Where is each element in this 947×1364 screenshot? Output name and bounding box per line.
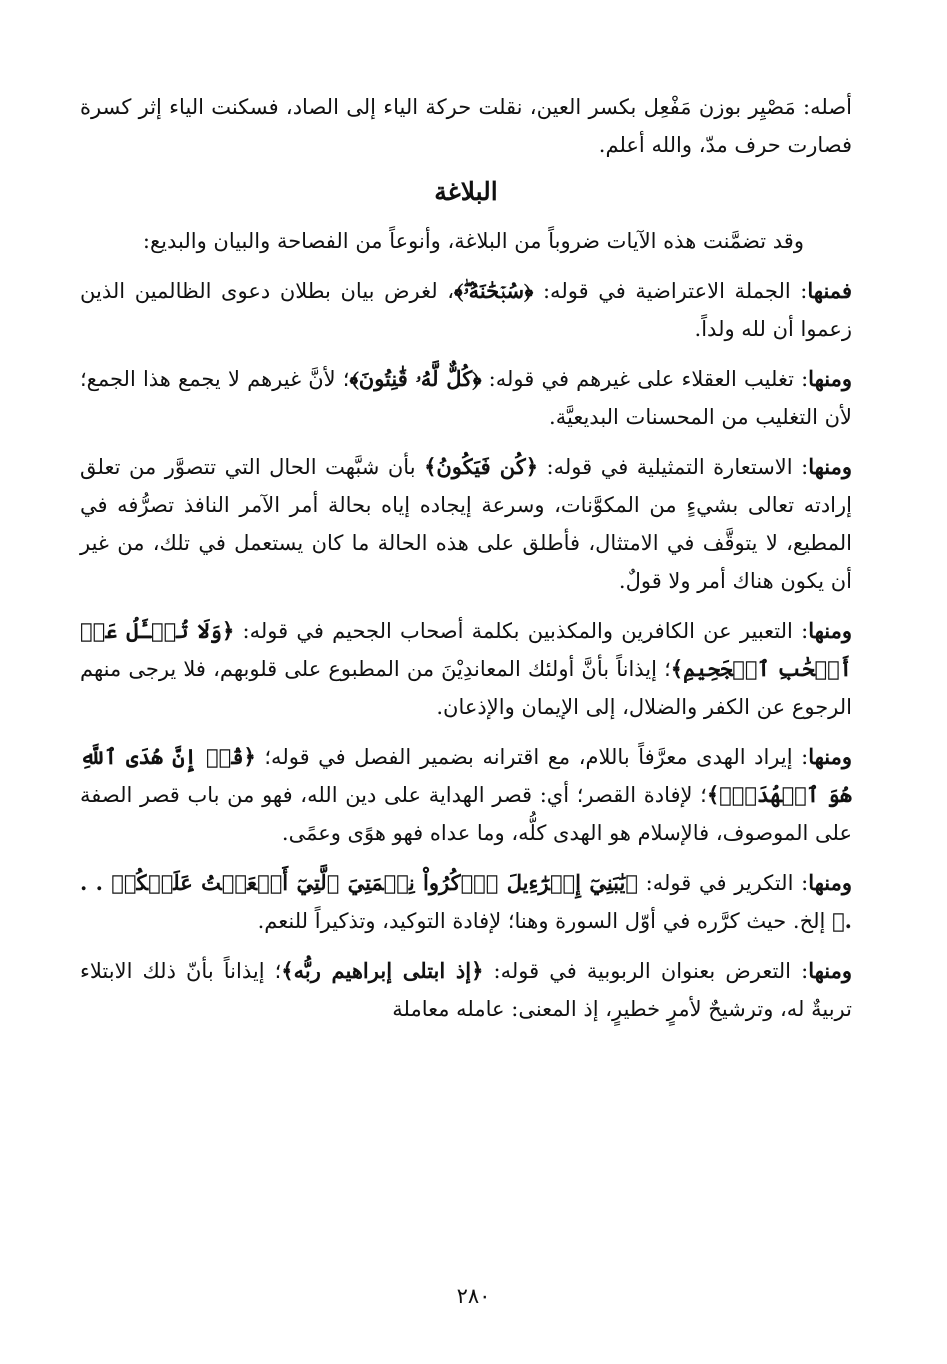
item-text-pre: : إيراد الهدى معرَّفاً باللام، مع اقترانه بضمير الفصل في قوله؛ <box>255 745 809 769</box>
rhetoric-item <box>80 448 852 600</box>
opening-paragraph: وقد تضمَّنت هذه الآيات ضروباً من البلاغة، وأنوعاً من الفصاحة والبيان والبديع: <box>142 229 804 253</box>
rhetoric-item <box>80 612 852 726</box>
quran-quote: ﴿كُن فَيَكُونُ﴾ <box>424 454 539 479</box>
item-lead: ومنها <box>808 366 852 391</box>
item-text-post: ؛ إيذاناً بأنَّ أولئك المعاندِيْنَ من المطبوع على قلوبهم، فلا يرجى منهم الرجوع عن الكفر والضلال، إلى الإيمان والإذعان. <box>80 657 852 719</box>
rhetoric-item <box>80 272 852 348</box>
quran-quote: ﴿إذ ابتلى إبراهيم ربُّه﴾ <box>281 958 484 983</box>
quran-quote: ﴿سُبۡحَٰنَهُۥۖ﴾ <box>454 278 534 303</box>
item-text-pre: : تغليب العقلاء على غيرهم في قوله: <box>481 367 809 391</box>
page-body <box>80 88 852 1040</box>
page-number: ٢٨٠ <box>456 1284 491 1308</box>
rhetoric-item <box>80 360 852 436</box>
quran-quote: ﴿كُلٌّ لَّهُۥ قَٰنِتُونَ﴾ <box>349 366 482 391</box>
item-text-pre: : التعبير عن الكافرين والمكذبين بكلمة أصحاب الجحيم في قوله: <box>234 619 809 643</box>
rhetoric-item <box>80 864 852 940</box>
item-text-post: إلخ. حيث كرَّره في أوّل السورة وهنا؛ لإفادة التوكيد، وتذكيراً للنعم. <box>257 909 833 933</box>
quran-quote: ﴿قُلۡ إِنَّ هُدَى ٱللَّهِ هُوَ ٱلۡهُدَىٰۗ﴾ <box>80 744 852 807</box>
item-text-post: ؛ لإفادة القصر؛ أي: قصر الهداية على دين الله، فهو من باب قصر الصفة على الموصوف، فالإسلام هو الهدى كلُّه، وما عداه فهو هوًى وعمًى. <box>80 783 852 845</box>
item-text-pre: : التعرض بعنوان الربوبية في قوله: <box>483 959 809 983</box>
rhetoric-item <box>80 738 852 852</box>
item-lead: ومنها <box>808 744 852 769</box>
item-lead: ومنها <box>808 870 853 895</box>
quran-quote: ﴿يَٰبَنِيٓ إِسۡرَٰٓءِيلَ ٱذۡكُرُواْ نِعۡمَتِيَ ٱلَّتِيٓ أَنۡعَمۡتُ عَلَيۡكُمۡ . . .﴾ <box>80 870 852 933</box>
section-heading: البلاغة <box>434 177 498 206</box>
item-text-post: ؛ إيذاناً بأنّ ذلك الابتلاء تربيةٌ له، وترشيحٌ لأمرٍ خطيرٍ، إذ المعنى: عامله معاملة <box>80 959 852 1021</box>
item-lead: ومنها <box>808 618 853 643</box>
rhetoric-item <box>80 952 852 1028</box>
item-text-pre: : التكرير في قوله: <box>637 871 809 895</box>
item-text-pre: : الجملة الاعتراضية في قوله: <box>533 279 808 303</box>
item-lead: ومنها <box>808 958 852 983</box>
item-text-pre: : الاستعارة التمثيلية في قوله: <box>538 455 809 479</box>
item-lead: فمنها <box>807 278 852 303</box>
quran-quote: ﴿وَلَا تُسۡـَٔلُ عَنۡ أَصۡحَٰبِ ٱلۡجَحِيمِ﴾ <box>80 618 852 681</box>
item-lead: ومنها <box>808 454 852 479</box>
item-text-post: بأن شبَّهت الحال التي تتصوَّر من تعلق إرادته تعالى بشيءٍ من المكوَّنات، وسرعة إيجاده إياه بحالة أمر الآمر النافذ تصرُّفه في المطيع، لا يتوقَّف في الامتثال، فأطلق على هذه الحالة ما كان يستعمل في تلك، من غير أن يكون هناك أمر ولا قولٌ. <box>80 455 852 593</box>
intro-paragraph: أصله: مَصْيِر بوزن مَفْعِل بكسر العين، نقلت حركة الياء إلى الصاد، فسكنت الياء إثر كسرة فصارت حرف مدّ، والله أعلم. <box>80 95 852 157</box>
item-text-post: ، لغرض بيان بطلان دعوى الظالمين الذين زعموا أن لله ولداً. <box>80 279 852 341</box>
item-text-post: ؛ لأنَّ غيرهم لا يجمع هذا الجمع؛ لأن التغليب من المحسنات البديعيَّة. <box>80 367 852 429</box>
